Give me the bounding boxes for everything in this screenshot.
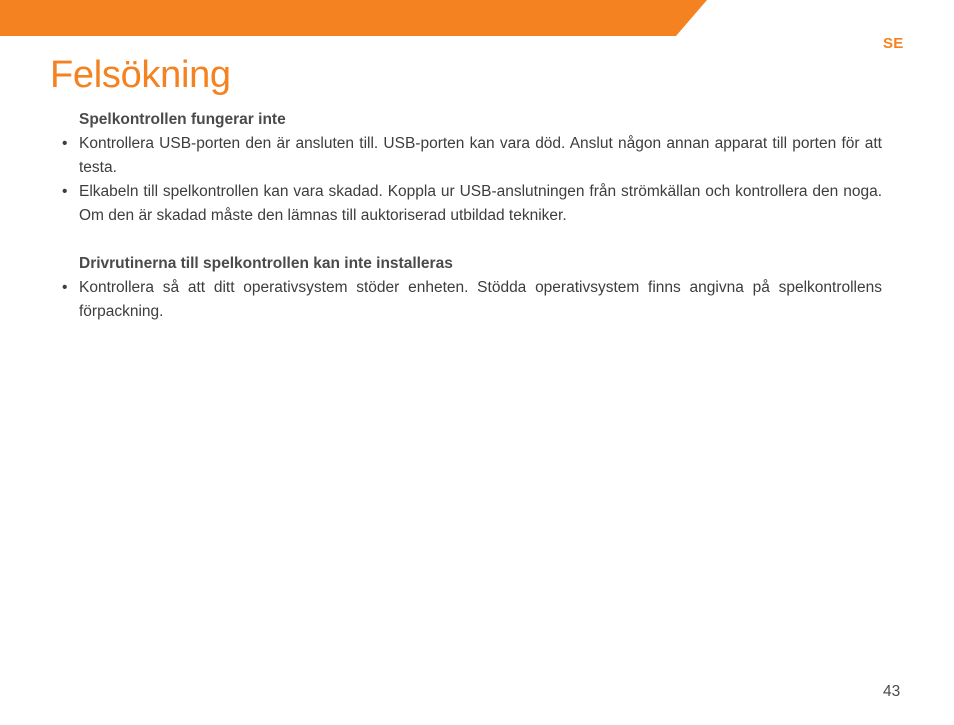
bullet-icon: • bbox=[62, 279, 68, 296]
bullet-icon: • bbox=[62, 183, 68, 200]
list-item-text: Kontrollera så att ditt operativsystem stöder enheten. Stödda operativsystem finns angivna på spelkontrollens förpackning. bbox=[79, 279, 882, 320]
bullet-list bbox=[62, 132, 882, 228]
bullet-icon: • bbox=[62, 135, 68, 152]
list-item bbox=[62, 276, 882, 324]
header-accent-band bbox=[0, 0, 954, 36]
list-item-text: Elkabeln till spelkontrollen kan vara skadad. Koppla ur USB-anslutningen från strömkällan och kontrollera den noga. Om den är skadad måste den lämnas till auktoriserad utbildad tekniker. bbox=[79, 183, 882, 224]
list-item-text: Kontrollera USB-porten den är ansluten till. USB-porten kan vara död. Anslut någon annan apparat till porten för att testa. bbox=[79, 135, 882, 176]
list-item bbox=[62, 132, 882, 180]
list-item bbox=[62, 180, 882, 228]
section-heading: Spelkontrollen fungerar inte bbox=[79, 111, 286, 128]
section-heading: Drivrutinerna till spelkontrollen kan inte installeras bbox=[79, 255, 453, 272]
header-accent-shape bbox=[0, 0, 707, 36]
section-controller-not-working bbox=[62, 108, 882, 228]
section-drivers-not-installing bbox=[62, 252, 882, 324]
language-code: SE bbox=[883, 35, 904, 52]
page-title: Felsökning bbox=[50, 54, 231, 96]
bullet-list bbox=[62, 276, 882, 324]
troubleshooting-content bbox=[62, 108, 882, 324]
page-number: 43 bbox=[883, 683, 901, 700]
